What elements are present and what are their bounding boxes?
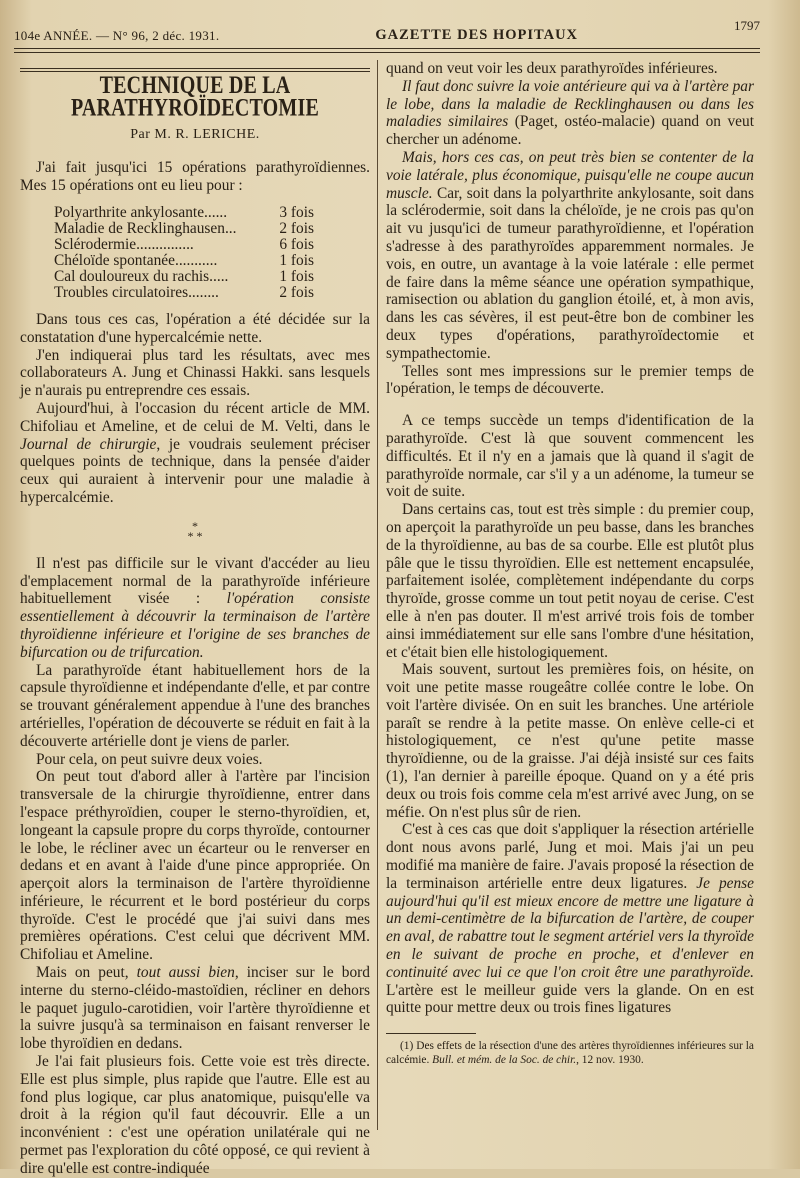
footnote: (1) Des effets de la résection d'une des artères thyroïdiennes inférieures sur la calcémie. Bull. et mém. de la Soc. de chir., 12 nov. 1930.	[386, 1040, 754, 1066]
title-rule	[20, 68, 370, 69]
paragraph: Je l'ai fait plusieurs fois. Cette voie est très directe. Elle est plus simple, plus rapide que l'autre. Elle est au fond plus logique, car plus anatomique, puisqu'elle va droit à la région qu'il faut découvrir. Elle a un inconvénient : c'est une opération unilatérale qui ne permet pas l'exploration du côté opposé, ce qui revient à dire qu'elle est contre-indiquée	[20, 1053, 370, 1177]
paragraph: Aujourd'hui, à l'occasion du récent article de MM. Chifoliau et Ameline, et de celui de M. Velti, dans le Journal de chirurgie, je voudrais seulement préciser quelques points de technique, dans la pensée d'aider ceux qui auraient à intervenir pour une maladie à hypercalcémie.	[20, 399, 370, 506]
paragraph: Telles sont mes impressions sur le premier temps de l'opération, le temps de découverte.	[386, 362, 754, 398]
operations-list	[54, 205, 314, 301]
paragraph: Pour cela, on peut suivre deux voies.	[36, 750, 263, 768]
list-item: Chéloïde spontanée ........... 1 fois	[54, 251, 314, 269]
page-number: 1797	[734, 18, 760, 33]
footnote-rule	[386, 1033, 476, 1034]
article-title: TECHNIQUE DE LA PARATHYROÏDECTOMIE	[70, 71, 320, 122]
journal-title: GAZETTE DES HOPITAUX	[375, 27, 579, 43]
right-column	[386, 60, 754, 1067]
list-item: Maladie de Recklinghausen ... 2 fois	[54, 219, 314, 237]
list-item: Troubles circulatoires ........ 2 fois	[54, 283, 314, 301]
paragraph: Il n'est pas difficile sur le vivant d'accéder au lieu d'emplacement normal de la parathyroïde inférieure habituellement visée : l'opération consiste essentiellement à découvrir la terminaison de l'artère thyroïdienne inférieure et l'origine de ses branches de bifurcation ou de trifurcation.	[20, 554, 370, 661]
list-item: Sclérodermie ............... 6 fois	[54, 235, 314, 253]
header-rule	[14, 48, 760, 49]
section-gap	[386, 398, 754, 412]
paragraph: Mais, hors ces cas, on peut très bien se contenter de la voie latérale, plus économique, puisqu'elle ne coupe aucun muscle. Car, soit dans la polyarthrite ankylosante, soit dans la sclérodermie, soit dans la chéloïde, je ne crois pas qu'on ait vu jusqu'ici de tumeur parathyroïdienne, et l'opération s'adresse à des parathyroïdes apparemment normales. Je vois, en outre, un avantage à la voie latérale : elle permet de faire dans la même séance une opération sympathique, ramisection ou ablation du ganglion étoilé, et, à mon avis, dans les cas sévères, il est peut-être bon de combiner les deux types d'opérations, parathyroïdectomie et sympathectomie.	[386, 148, 754, 362]
paragraph: La parathyroïde étant habituellement hors de la capsule thyroïdienne et indépendante d'elle, et par contre se trouvant généralement appendue à l'une des branches artérielles, l'opération de découverte se réduit en fait à la découverte artérielle dont je viens de parler.	[20, 661, 370, 750]
paragraph: Il faut donc suivre la voie antérieure qui va à l'artère par le lobe, dans la maladie de Recklinghausen ou dans les maladies similaires (Paget, ostéo-malacie) quand on veut chercher un adénome.	[386, 77, 754, 149]
left-column	[20, 60, 370, 1178]
paragraph: J'en indiquerai plus tard les résultats, avec mes collaborateurs A. Jung et Chinassi Hakki. sans lesquels je n'aurais pu entreprendre ces essais.	[20, 346, 370, 400]
issue-info: 104e ANNÉE. — N° 96, 2 déc. 1931.	[14, 28, 220, 43]
section-separator: * * *	[187, 518, 203, 543]
paragraph: A ce temps succède un temps d'identification de la parathyroïde. C'est là que souvent commencent les difficultés. Et il n'y en a jamais que là quand il s'agit de parathyroïde normale, car s'il y a un adénome, la tumeur se voit de suite.	[386, 412, 754, 501]
paragraph: quand on veut voir les deux parathyroïdes inférieures.	[386, 60, 718, 77]
paragraph-intro: J'ai fait jusqu'ici 15 opérations parathyroïdiennes. Mes 15 opérations ont eu lieu pour :	[20, 159, 370, 195]
paragraph: C'est à ces cas que doit s'appliquer la résection artérielle dont nous avons parlé, Jung et moi. Mais j'ai un peu modifié ma manière de faire. J'avais proposé la résection de la terminaison artérielle entre deux ligatures. Je pense aujourd'hui qu'il est mieux encore de mettre une ligature à un demi-centimètre de la bifurcation de l'artère, de couper en aval, de rabattre tout le segment artériel vers la thyroïde en le suivant de proche en proche, et d'enlever en continuité avec lui ce que l'on croit être une parathyroïde. L'artère est le meilleur guide vers la glande. On en est quitte pour mettre deux ou trois fines ligatures	[386, 821, 754, 1017]
page-header	[14, 14, 760, 44]
paragraph: Dans certains cas, tout est très simple : du premier coup, on aperçoit la parathyroïde un peu basse, dans les branches de la thyroïdienne, au bas de sa courbe. Elle est plutôt plus pâle que le tissu thyroïdien. Elle est nettement encapsulée, parfaitement isolée, complètement indépendante du corps thyroïde, grosse comme un tout petit noyau de cerise. C'est elle à n'en pas douter. Il m'est arrivé trois fois de tomber ainsi immédiatement sur elle sans l'ombre d'une hésitation, et c'était bien elle histologiquement.	[386, 501, 754, 661]
article-author: Par M. R. LERICHE.	[130, 126, 260, 142]
header-rule-thin	[14, 52, 760, 53]
paragraph: Mais souvent, surtout les premières fois, on hésite, on voit une petite masse rougeâtre collée contre le lobe. On voit l'artère divisée. On en suit les branches. Une artériole paraît se rendre à la petite masse. On enlève celle-ci et histologiquement, ce n'est qu'une petite masse thyroïdienne, ou de la graisse. J'ai déjà insisté sur ces faits (1), l'an dernier à pareille époque. Quand on y a été pris deux ou trois fois comme cela m'est arrivé avec Jung, on se méfie. On n'est plus sûr de rien.	[386, 661, 754, 821]
paragraph: Mais on peut, tout aussi bien, inciser sur le bord interne du sterno-cléido-mastoïdien, récliner en dehors le paquet jugulo-carotidien, voir l'artère thyroïdienne et la suivre jusqu'à sa terminaison en faisant renverser le lobe thyroïdien en dedans.	[20, 964, 370, 1053]
paragraph: On peut tout d'abord aller à l'artère par l'incision transversale de la chirurgie thyroïdienne, entrer dans l'espace préthyroïdien, couper le sterno-thyroïdien, et, longeant la capsule propre du corps thyroïde, contourner le lobe, le récliner avec un écarteur ou le renverser en dedans et en avant à l'aide d'une pince appropriée. On aperçoit alors la terminaison de l'artère thyroïdienne inférieure, le récurrent et le bord postérieur du corps thyroïde. C'est le procédé que j'ai suivi dans mes premières opérations. C'est celui que décrivent MM. Chifoliau et Ameline.	[20, 768, 370, 964]
paragraph: Dans tous ces cas, l'opération a été décidée sur la constatation d'une hypercalcémie nette.	[20, 310, 370, 346]
list-item: Cal douloureux du rachis ..... 1 fois	[54, 267, 314, 285]
list-item: Polyarthrite ankylosante ...... 3 fois	[54, 203, 314, 221]
column-divider	[377, 60, 378, 1130]
